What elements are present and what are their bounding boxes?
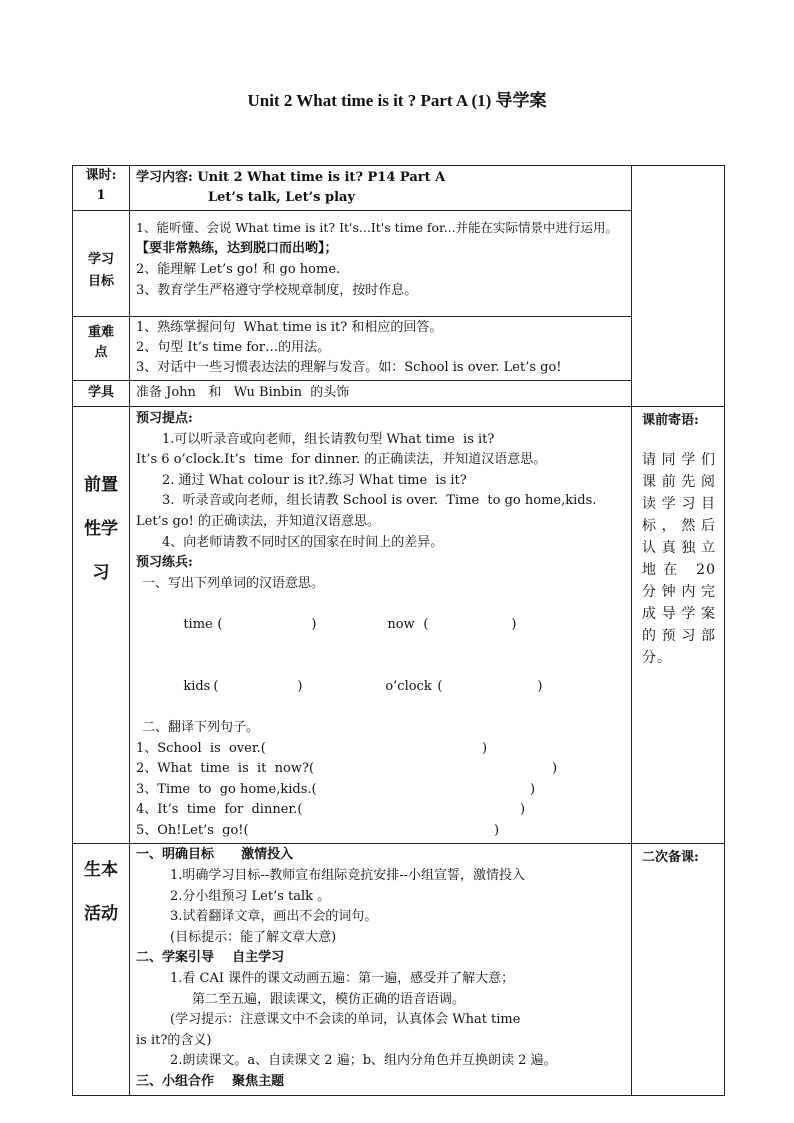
sentence-5: 5、Oh!Let’s go!( xyxy=(136,822,249,838)
preview-note-cell xyxy=(632,407,725,844)
tools-content xyxy=(130,381,632,407)
activity-note-cell xyxy=(632,844,725,1096)
sentence-3-close: ) xyxy=(530,781,536,797)
word-time-close: ) xyxy=(311,616,317,632)
sentence-2-close: ) xyxy=(552,761,558,777)
preview-label-line-2: 性学 xyxy=(84,519,118,539)
activity-line-6: 二、学案引导 自主学习 xyxy=(136,950,285,966)
sentence-4-close: ) xyxy=(520,802,526,818)
goal-line-4: 3、教育学生严格遵守学校规章制度，按时作息。 xyxy=(136,283,418,298)
document-title: Unit 2 What time is it ? Part A (1) 导学案 xyxy=(247,91,547,110)
key-point-line-3: 3、对话中一些习惯表达法的理解与发音。如：School is over. Let’s go! xyxy=(136,360,562,375)
preview-tip-3: 3. 听录音或向老师，组长请教 School is over. Time to go home,kids. xyxy=(162,493,597,509)
goal-line-2: 【要非常熟练，达到脱口而出哟】； xyxy=(136,241,338,256)
activity-line-9: (学习提示：注意课文中不会读的单词，认真体会 What time xyxy=(170,1012,521,1028)
activity-line-12: 三、小组合作 聚焦主题 xyxy=(136,1074,285,1089)
sentence-1: 1、School is over.( xyxy=(136,740,266,756)
sentence-2: 2、What time is it now?( xyxy=(136,761,315,777)
preview-tip-1: 1.可以听录音或向老师，组长请教句型 What time is it? xyxy=(162,431,495,447)
word-now-open: ( xyxy=(423,616,429,632)
activity-line-10: is it?的含义) xyxy=(136,1032,212,1048)
sentence-row-1 xyxy=(136,739,625,760)
tools-label: 学具 xyxy=(73,381,130,407)
preview-label xyxy=(73,407,130,844)
key-points-label-text: 重难 点 xyxy=(87,325,114,360)
period-label-number: 1 xyxy=(96,188,106,203)
tools-text: 准备 John 和 Wu Binbin 的头饰 xyxy=(136,385,350,400)
goal-line-3: 2、能理解 Let’s go! 和 go home. xyxy=(136,262,341,277)
preview-tip-3b: Let’s go! 的正确读法，并知道汉语意思。 xyxy=(136,513,380,529)
right-empty-cell xyxy=(632,166,725,407)
preview-tip-4: 4、向老师请教不同时区的国家在时间上的差异。 xyxy=(162,534,444,550)
activity-label xyxy=(73,844,130,1096)
key-point-line-1: 1、熟练掌握问句 What time is it? 和相应的回答。 xyxy=(136,320,443,335)
lesson-plan-table xyxy=(72,165,725,1096)
preview-tip-1b: It’s 6 o’clock.It’s time for dinner. 的正确读法，并知道汉语意思。 xyxy=(136,452,547,468)
activity-content xyxy=(130,844,632,1096)
key-points-label xyxy=(73,317,130,381)
activity-line-2: 1.明确学习目标--教师宣布组际竞抗安排--小组宣誓，激情投入 xyxy=(170,868,525,884)
word-time: time xyxy=(183,616,213,632)
sentence-row-2 xyxy=(136,759,625,780)
word-row-1 xyxy=(136,594,625,656)
preview-note-heading: 课前寄语: xyxy=(642,413,699,428)
exercise-1-title: 一、写出下列单词的汉语意思。 xyxy=(142,575,325,591)
sentence-row-4 xyxy=(136,800,625,821)
key-points-content xyxy=(130,317,632,381)
goals-label xyxy=(73,211,130,317)
row-period xyxy=(73,166,725,211)
activity-line-1: 一、明确目标 激情投入 xyxy=(136,847,294,863)
sentence-3: 3、Time to go home,kids.( xyxy=(136,781,317,797)
activity-line-8: 第二至五遍，跟读课文，模仿正确的语音语调。 xyxy=(192,991,466,1007)
content-line-1: 学习内容: Unit 2 What time is it? P14 Part A xyxy=(136,170,446,185)
preview-tips-heading: 预习提点: xyxy=(136,411,193,426)
word-now-close: ) xyxy=(511,616,517,632)
period-content xyxy=(130,166,632,211)
sentence-row-5 xyxy=(136,821,625,842)
goal-line-1: 1、能听懂、会说 What time is it? It's...It's time for...并能在实际情景中进行运用。 xyxy=(136,220,619,235)
content-line-2: Let’s talk, Let’s play xyxy=(208,190,356,205)
exercise-2-title: 二、翻译下列句子。 xyxy=(142,719,260,735)
activity-line-7: 1.看 CAI 课件的课文动画五遍：第一遍，感受并了解大意； xyxy=(170,971,515,987)
row-key-points xyxy=(73,317,725,381)
word-oclock: o’clock xyxy=(385,678,432,694)
activity-label-line-1: 生本 xyxy=(84,860,118,881)
word-kids: kids xyxy=(183,678,211,694)
activity-note-heading: 二次备课: xyxy=(642,850,699,866)
word-kids-open: ( xyxy=(213,678,219,694)
activity-line-3: 2.分小组预习 Let’s talk 。 xyxy=(170,888,331,904)
preview-label-line-1: 前置 xyxy=(84,475,118,495)
row-goals xyxy=(73,211,725,317)
preview-practice-heading: 预习练兵: xyxy=(136,555,193,571)
row-activity xyxy=(73,844,725,1096)
sentence-5-close: ) xyxy=(494,822,500,838)
goals-content xyxy=(130,211,632,317)
sentence-1-close: ) xyxy=(482,740,488,756)
key-point-line-2: 2、句型 It’s time for…的用法。 xyxy=(136,340,331,355)
activity-line-5: (目标提示：能了解文章大意) xyxy=(170,929,337,945)
sentence-row-3 xyxy=(136,780,625,801)
goals-label-text: 学习 目标 xyxy=(87,252,114,289)
preview-note-text: 请同学们课前先阅读学习目标，然后认真独立地在 20 分钟内完成导学案的预习部分。 xyxy=(642,452,716,666)
period-label-top: 课时: xyxy=(85,168,117,183)
word-time-open: ( xyxy=(217,616,223,632)
word-now: now xyxy=(387,616,415,632)
activity-line-11: 2.朗读课文。a、自读课文 2 遍；b、组内分角色并互换朗读 2 遍。 xyxy=(170,1053,557,1069)
activity-label-line-2: 活动 xyxy=(84,904,118,925)
preview-tip-2: 2. 通过 What colour is it?.练习 What time is it? xyxy=(162,472,467,488)
sentence-4: 4、It’s time for dinner.( xyxy=(136,802,303,818)
word-oclock-open: ( xyxy=(437,678,443,694)
word-kids-close: ) xyxy=(297,678,303,694)
row-preview xyxy=(73,407,725,844)
preview-content xyxy=(130,407,632,844)
word-row-2 xyxy=(136,656,625,718)
preview-label-line-3: 习 xyxy=(92,563,110,583)
activity-line-4: 3.试着翻译文章，画出不会的词句。 xyxy=(170,909,378,925)
row-tools xyxy=(73,381,725,407)
period-label xyxy=(73,166,130,211)
word-oclock-close: ) xyxy=(537,678,543,694)
